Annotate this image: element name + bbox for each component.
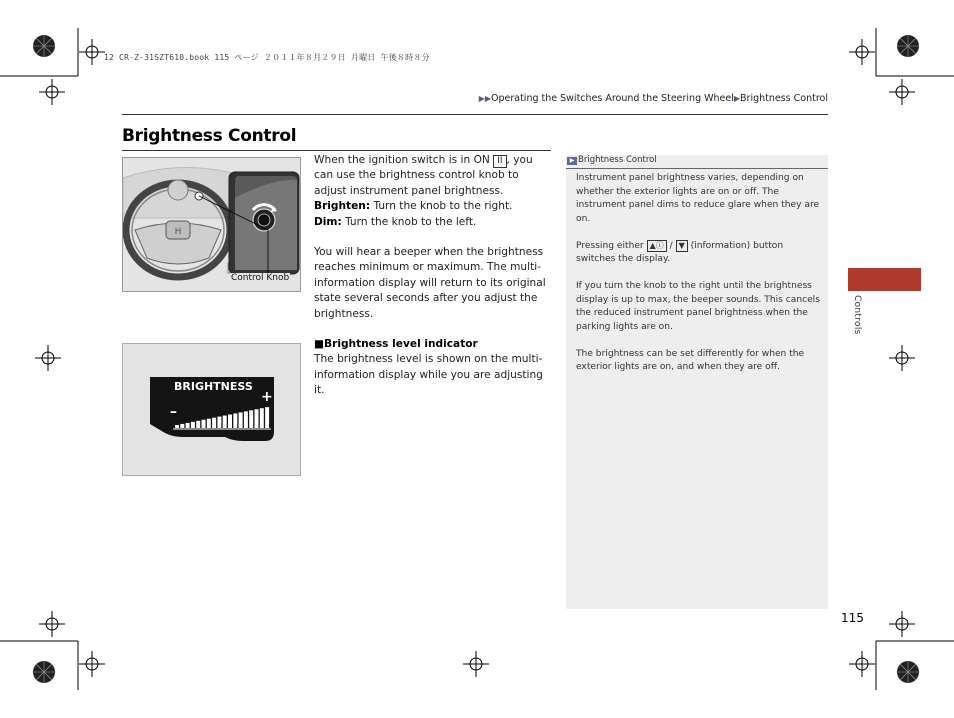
intro-text-a: When the ignition switch is in ON xyxy=(314,154,494,166)
level-bar xyxy=(186,423,190,428)
brighten-label: Brighten: xyxy=(314,200,371,213)
main-body-text xyxy=(314,153,554,399)
level-bar xyxy=(265,407,269,428)
level-bar xyxy=(228,415,232,429)
beeper-paragraph: You will hear a beeper when the brightness reaches minimum or maximum. The multi-information display will return to its original state several seconds after you adjust the brightness. xyxy=(314,246,546,320)
sidebar-notes xyxy=(566,155,828,609)
minus-sign: – xyxy=(170,404,177,420)
brighten-line xyxy=(314,199,554,214)
sidebar-paragraph-3: If you turn the knob to the right until the brightness display is up to max, the beeper sounds. This cancels the reduced instrument panel brightness when the parking lights are on. xyxy=(576,281,820,332)
breadcrumb xyxy=(479,93,828,104)
level-bar xyxy=(202,420,206,428)
sidebar-paragraph-1: Instrument panel brightness varies, depending on whether the exterior lights are on or off. The instrument panel dims to reduce glare when they are on. xyxy=(576,173,820,224)
sidebar-p2-a: Pressing either xyxy=(576,240,647,251)
plus-sign: + xyxy=(261,389,273,405)
sidebar-text xyxy=(576,172,821,375)
page-title: Brightness Control xyxy=(122,126,297,146)
page-number: 115 xyxy=(841,611,864,625)
brightness-display-illustration xyxy=(122,343,301,476)
level-bar xyxy=(207,419,211,428)
note-arrow-icon: ▶ xyxy=(567,157,577,165)
chapter-tab-label: Controls xyxy=(852,295,862,335)
level-bar xyxy=(191,422,195,428)
square-bullet-icon: ■ xyxy=(314,338,325,351)
dim-text: Turn the knob to the left. xyxy=(341,215,477,228)
level-bar xyxy=(244,411,248,428)
breadcrumb-parent[interactable]: Operating the Switches Around the Steering Wheel xyxy=(491,93,734,104)
title-rule xyxy=(122,150,551,151)
level-bar xyxy=(249,410,253,428)
indicator-heading-text: Brightness level indicator xyxy=(324,338,478,351)
figure-caption-control-knob: Control Knob xyxy=(231,273,290,283)
info-up-button-icon: ▲ⓘ xyxy=(647,240,667,252)
indicator-paragraph: The brightness level is shown on the multi-information display while you are adjusting it. xyxy=(314,353,543,397)
intro-paragraph xyxy=(314,153,554,199)
sidebar-rule xyxy=(566,168,828,169)
sidebar-paragraph-4: The brightness can be set differently for when the exterior lights are on, and when they are off. xyxy=(576,348,805,372)
level-bar xyxy=(175,425,179,428)
indicator-heading xyxy=(314,337,554,352)
sidebar-heading xyxy=(566,155,657,165)
level-bar xyxy=(196,421,200,428)
steering-wheel-illustration xyxy=(122,157,301,292)
breadcrumb-current: Brightness Control xyxy=(740,93,828,104)
double-arrow-icon: ▶▶ xyxy=(478,94,491,103)
level-bar xyxy=(260,408,264,428)
level-bar xyxy=(217,417,221,428)
sidebar-p2-sep: / xyxy=(666,240,676,251)
level-bar xyxy=(255,409,259,428)
print-file-info: 12 CR-Z-31SZT610.book 115 ページ ２０１１年８月２９日 月曜日 午後８時８分 xyxy=(104,53,430,62)
sidebar-paragraph-2 xyxy=(576,240,821,267)
brightness-display-drawing xyxy=(123,344,300,475)
arrow-icon: ▶ xyxy=(733,94,741,103)
svg-text:H: H xyxy=(174,227,182,237)
chapter-tab[interactable] xyxy=(848,268,921,291)
brightness-label-text: BRIGHTNESS xyxy=(174,380,253,393)
header-rule xyxy=(122,114,828,115)
level-bar xyxy=(239,412,243,428)
info-down-button-icon: ▼ xyxy=(676,240,688,252)
level-bar xyxy=(223,416,227,428)
dim-label: Dim: xyxy=(314,215,342,228)
level-bar xyxy=(233,413,237,428)
sidebar-heading-text: Brightness Control xyxy=(578,155,657,165)
sidebar-p2-b: (information) button switches the display. xyxy=(576,240,784,264)
level-bar xyxy=(180,424,184,428)
dim-line xyxy=(314,215,554,230)
ignition-mode-badge: II xyxy=(493,155,506,168)
intro-text-b: , you can use the brightness control knob to adjust instrument panel brightness. xyxy=(314,154,533,197)
steering-wheel-drawing xyxy=(123,158,300,291)
brighten-text: Turn the knob to the right. xyxy=(370,200,513,213)
level-bar xyxy=(212,418,216,428)
